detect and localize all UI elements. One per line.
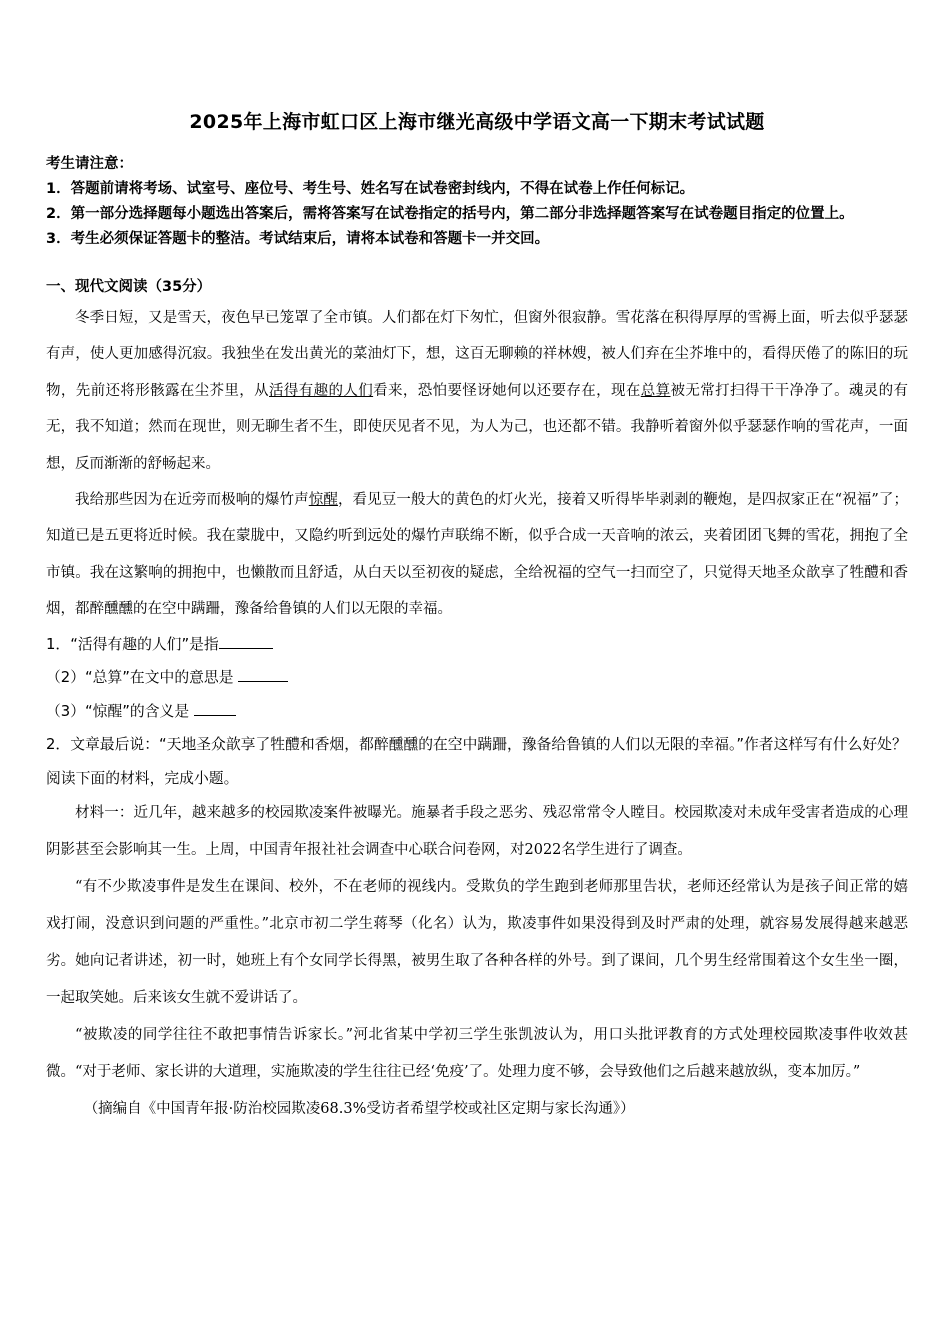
section-heading: 一、现代文阅读（35分） — [46, 279, 212, 295]
passage-paragraph — [46, 482, 908, 628]
notice-item: 3．考生必须保证答题卡的整洁。考试结束后，请将本试卷和答题卡一并交回。 — [46, 231, 550, 247]
passage-text: ，看见豆一般大的黄色的灯火光，接着又听得毕毕剥剥的鞭炮，是四叔家正在“祝福”了；知道已是五更将近时候。我在蒙胧中，又隐约听到远处的爆竹声联绵不断，似乎合成一天音响的浓云，夹着团团飞舞的雪花，拥抱了全市镇。我在这繁响的拥抱中，也懒散而且舒适，从白天以至初夜的疑虑，全给祝福的空气一扫而空了，只觉得天地圣众歆享了牲醴和香烟，都醉醺醺的在空中蹒跚，豫备给鲁镇的人们以无限的幸福。 — [46, 492, 908, 618]
passage-text: 冬季日短，又是雪天，夜色早已笼罩了全市镇。人们都在灯下匆忙，但窗外很寂静。雪花落在积得厚厚的雪褥上面，听去似乎瑟瑟有声，使人更加感得沉寂。我独坐在发出黄光的菜油灯下，想，这百无聊赖的祥林嫂，被人们弃在尘芥堆中的，看得厌倦了的陈旧的玩物，先前还将形骸露在尘芥里，从 — [46, 310, 908, 399]
question-1 — [46, 628, 908, 662]
exam-title: 2025年上海市虹口区上海市继光高级中学语文高一下期末考试试题 — [189, 111, 765, 133]
passage-text: 看来，恐怕要怪讶她何以还要存在，现在 — [373, 382, 641, 399]
material-paragraph: 材料一：近几年，越来越多的校园欺凌案件被曝光。施暴者手段之恶劣、残忍常常令人瞠目。校园欺凌对未成年受害者造成的心理阴影甚至会影响其一生。上周，中国青年报社社会调查中心联合问卷网，对2022名学生进行了调查。 — [46, 805, 908, 859]
passage-text: 我给那些因为在近旁而极响的爆竹声 — [75, 492, 309, 509]
exam-page — [46, 108, 908, 1128]
material-paragraph: “被欺凌的同学往往不敢把事情告诉家长。”河北省某中学初三学生张凯波认为，用口头批评教育的方式处理校园欺凌事件收效甚微。“对于老师、家长讲的大道理，实施欺凌的学生往往已经‘免疫’了。处理力度不够，会导致他们之后越来越放纵，变本加厉。” — [46, 1027, 908, 1081]
question-text: （3）“惊醒”的含义是 — [46, 702, 194, 720]
underlined-phrase: 总算 — [640, 382, 671, 399]
notice-heading: 考生请注意： — [46, 156, 133, 172]
question-1-2 — [46, 661, 908, 695]
questions — [46, 628, 908, 796]
passage-paragraph — [46, 300, 908, 482]
answer-blank[interactable] — [219, 634, 273, 649]
material-passage — [46, 795, 908, 1128]
question-1-3 — [46, 695, 908, 729]
material-paragraph: “有不少欺凌事件是发生在课间、校外，不在老师的视线内。受欺负的学生跑到老师那里告状，老师还经常认为是孩子间正常的嬉戏打闹，没意识到问题的严重性。”北京市初二学生蒋琴（化名）认为，欺凌事件如果没得到及时严肃的处理，就容易发展得越来越恶劣。她向记者讲述，初一时，她班上有个女同学长得黑，被男生取了各种各样的外号。到了课间，几个男生经常围着这个女生坐一圈，一起取笑她。后来该女生就不爱讲话了。 — [46, 879, 908, 1007]
notice-item: 2．第一部分选择题每小题选出答案后，需将答案写在试卷指定的括号内，第二部分非选择题答案写在试卷题目指定的位置上。 — [46, 206, 854, 222]
material-intro: 阅读下面的材料，完成小题。 — [46, 769, 239, 787]
answer-blank[interactable] — [238, 667, 288, 682]
underlined-phrase: 惊醒 — [308, 492, 338, 509]
notice-item: 1．答题前请将考场、试室号、座位号、考生号、姓名写在试卷密封线内，不得在试卷上作任何标记。 — [46, 181, 695, 197]
underlined-phrase: 活得有趣的人们 — [269, 382, 374, 399]
question-text: （2）“总算”在文中的意思是 — [46, 669, 239, 687]
answer-blank[interactable] — [194, 701, 236, 716]
passage-text: 被无常打扫得干干净净了。魂灵的有无，我不知道；然而在现世，则无聊生者不生，即使厌见者不见，为人为己，也还都不错。我静听着窗外似乎瑟瑟作响的雪花声，一面想，反而渐渐的舒畅起来。 — [46, 382, 909, 472]
reading-passage — [46, 300, 908, 628]
question-2: 2．文章最后说：“天地圣众歆享了牲醴和香烟，都醉醺醺的在空中蹒跚，豫备给鲁镇的人们以无限的幸福。”作者这样写有什么好处？ — [46, 736, 907, 754]
question-text: 1．“活得有趣的人们”是指 — [46, 635, 219, 653]
material-source: （摘编自《中国青年报·防治校园欺凌68.3%受访者希望学校或社区定期与家长沟通》） — [83, 1101, 635, 1118]
exam-notice — [46, 152, 908, 252]
